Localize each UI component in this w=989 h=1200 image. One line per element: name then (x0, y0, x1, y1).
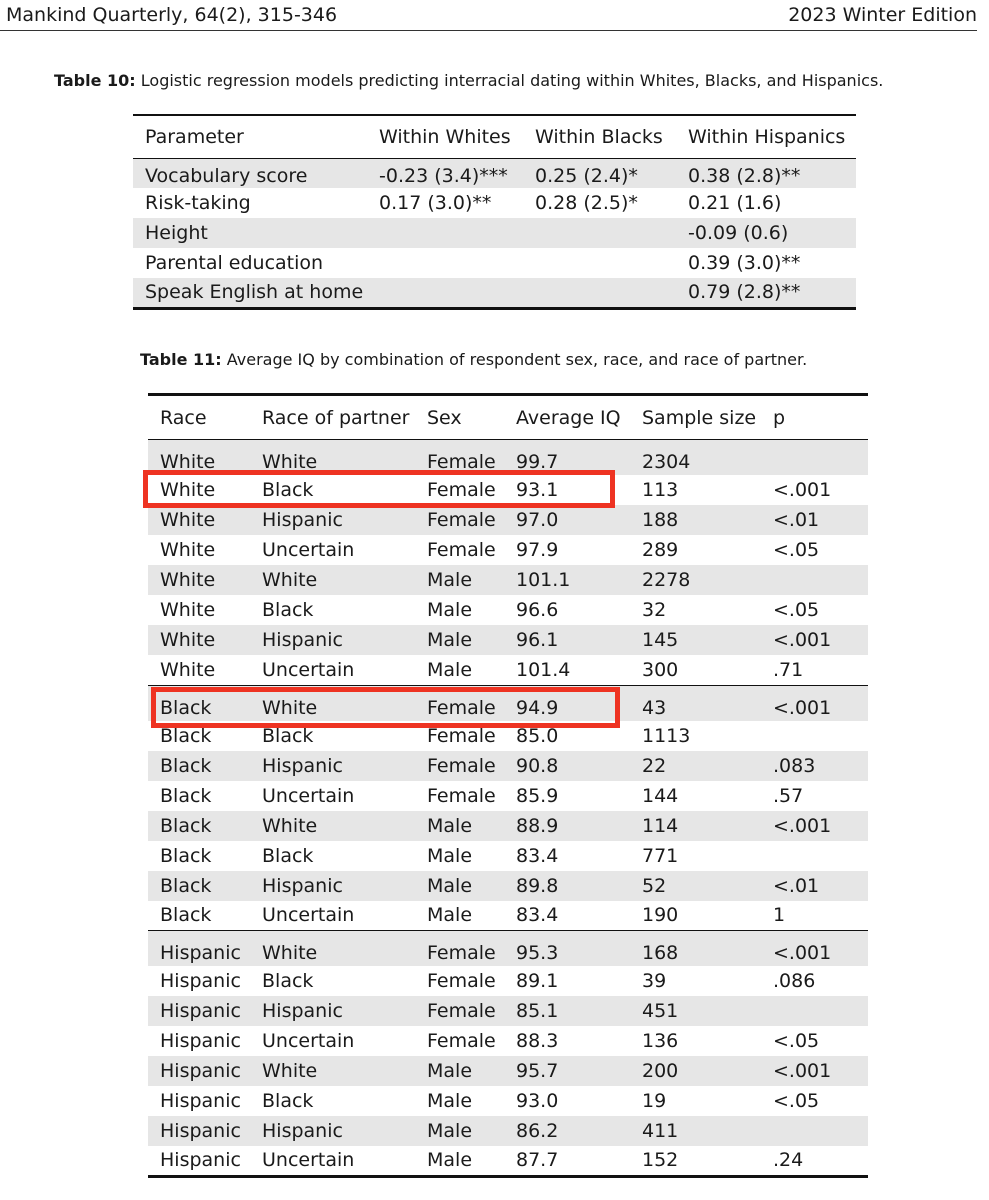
table-row (148, 565, 868, 595)
table11-group (148, 931, 868, 1177)
table-row (148, 685, 868, 721)
table-cell: 190 (642, 904, 679, 927)
table-cell: 2278 (630, 565, 761, 595)
table-cell: Speak English at home (133, 278, 367, 308)
table-cell: Female (427, 784, 496, 807)
table-cell: <.001 (761, 931, 868, 967)
table-cell: 144 (642, 784, 679, 807)
table-cell: White (160, 599, 216, 621)
table-cell: 451 (630, 996, 761, 1026)
table-cell: 94.9 (504, 685, 630, 721)
table-cell: 95.7 (504, 1056, 630, 1086)
table-cell: Hispanic (160, 970, 241, 992)
table-cell (761, 565, 868, 595)
table-cell: Black (148, 751, 250, 781)
column-header: Average IQ (504, 395, 630, 440)
table-row (148, 996, 868, 1026)
table-cell: Black (160, 724, 212, 747)
table-cell: Male (415, 1116, 504, 1146)
table-cell: <.001 (761, 1056, 868, 1086)
edition-label: 2023 Winter Edition (788, 4, 977, 26)
table-cell: -0.09 (0.6) (676, 218, 856, 248)
table-cell: Male (415, 1056, 504, 1086)
table-cell (761, 721, 868, 751)
table-row (148, 721, 868, 751)
table10-label: Table 10: (54, 71, 136, 90)
table-cell: White (148, 440, 250, 476)
table-cell: White (160, 479, 216, 501)
table-cell: 90.8 (504, 751, 630, 781)
table-cell: 22 (630, 751, 761, 781)
table-row (148, 901, 868, 931)
table-cell: 85.9 (516, 784, 559, 807)
table-cell: Height (133, 218, 367, 248)
table-cell: 289 (642, 539, 679, 561)
table-row (148, 475, 868, 505)
table-row (148, 625, 868, 655)
table-cell: <.05 (773, 539, 820, 561)
table11-caption (140, 350, 807, 370)
table-cell: Black (262, 479, 314, 501)
table-cell: <.001 (761, 685, 868, 721)
table-cell: 52 (630, 871, 761, 901)
table-cell: 168 (630, 931, 761, 967)
table-cell: 43 (630, 685, 761, 721)
table10-header-row (133, 115, 856, 158)
table-cell: <.001 (761, 625, 868, 655)
table-cell: 83.4 (516, 844, 559, 867)
table-cell: Female (427, 1030, 496, 1052)
table-row (148, 781, 868, 811)
table-cell: Uncertain (262, 1030, 355, 1052)
table-cell: 96.6 (516, 599, 559, 621)
table-cell (523, 218, 676, 248)
table10-body (133, 158, 856, 308)
table11-header-row (148, 395, 868, 440)
table-cell: Uncertain (262, 539, 355, 561)
table-cell: Black (262, 724, 314, 747)
table-cell (761, 440, 868, 476)
table11-label: Table 11: (140, 350, 222, 369)
table-cell: Black (262, 1090, 314, 1112)
table-cell: Hispanic (160, 1090, 241, 1112)
table-cell: Male (415, 565, 504, 595)
table-cell: Risk-taking (145, 192, 251, 214)
table-cell: Hispanic (160, 1149, 241, 1172)
table-cell: 85.1 (504, 996, 630, 1026)
table-cell: 1113 (642, 724, 691, 747)
table-row (133, 278, 856, 308)
table-cell: Female (415, 996, 504, 1026)
table-cell: 0.38 (2.8)** (676, 158, 856, 188)
table-cell: Black (148, 871, 250, 901)
table-cell: Hispanic (250, 1116, 415, 1146)
table-cell: 188 (630, 505, 761, 535)
table-cell: 83.4 (516, 904, 559, 927)
table-cell: Female (427, 970, 496, 992)
table-cell: Female (415, 685, 504, 721)
table-cell (367, 218, 523, 248)
table-row (148, 931, 868, 967)
table-cell: 87.7 (516, 1149, 559, 1172)
table-cell: White (148, 505, 250, 535)
table-row (148, 751, 868, 781)
table-cell: 101.4 (516, 658, 571, 681)
table-cell: 86.2 (504, 1116, 630, 1146)
table-row (148, 1146, 868, 1176)
table-cell: Hispanic (250, 505, 415, 535)
table-row (148, 966, 868, 996)
table-cell: Male (427, 1149, 473, 1172)
table-cell: 39 (642, 970, 667, 992)
column-header: Race of partner (250, 395, 415, 440)
table-cell: Female (415, 440, 504, 476)
table-cell: 300 (642, 658, 679, 681)
table-cell: 0.39 (3.0)** (688, 252, 801, 274)
table10-caption (54, 71, 883, 91)
table-cell: Female (415, 931, 504, 967)
table-row (148, 440, 868, 476)
table-cell: .083 (761, 751, 868, 781)
table-cell: Black (160, 844, 212, 867)
table-row (133, 218, 856, 248)
table-cell: 99.7 (504, 440, 630, 476)
table-cell: White (250, 685, 415, 721)
table-cell: Black (262, 599, 314, 621)
table-cell: 93.1 (516, 479, 559, 501)
table-row (148, 811, 868, 841)
table-cell: Black (160, 904, 212, 927)
table11-caption-text: Average IQ by combination of respondent sex, race, and race of partner. (226, 350, 808, 369)
table-cell (367, 278, 523, 308)
table-cell: 88.9 (504, 811, 630, 841)
table-cell: 1 (773, 904, 786, 927)
table-cell: 0.17 (3.0)** (379, 192, 492, 214)
table-cell: Vocabulary score (133, 158, 367, 188)
table-cell: Black (148, 685, 250, 721)
table-cell: 113 (642, 479, 679, 501)
table-cell: Male (427, 904, 473, 927)
table-cell (761, 841, 868, 871)
table-cell: Uncertain (262, 904, 355, 927)
column-header: Sex (415, 395, 504, 440)
table-cell: 85.0 (516, 724, 559, 747)
table-cell (367, 248, 523, 278)
table-row (133, 188, 856, 218)
table-cell: 136 (642, 1030, 679, 1052)
table-cell: 89.1 (516, 970, 559, 992)
table-cell: 114 (630, 811, 761, 841)
table-cell: White (148, 565, 250, 595)
table-cell: <.001 (773, 479, 832, 501)
table-row (133, 248, 856, 278)
table-cell: Male (427, 599, 473, 621)
journal-citation: Mankind Quarterly, 64(2), 315-346 (6, 4, 338, 26)
table-cell: 0.21 (1.6) (688, 192, 782, 214)
table-cell: <.05 (773, 1090, 820, 1112)
table-cell: 97.9 (516, 539, 559, 561)
table-cell: <.01 (761, 505, 868, 535)
table-cell: 93.0 (516, 1090, 559, 1112)
table-row (148, 655, 868, 685)
table-cell: 101.1 (504, 565, 630, 595)
table-cell: 0.79 (2.8)** (676, 278, 856, 308)
table-cell: 145 (630, 625, 761, 655)
table11-group (148, 440, 868, 686)
table-cell: 96.1 (504, 625, 630, 655)
table-cell: Hispanic (250, 996, 415, 1026)
page-header (0, 0, 977, 31)
table-cell: 88.3 (516, 1030, 559, 1052)
table-cell: Hispanic (148, 996, 250, 1026)
table-cell: Uncertain (262, 658, 355, 681)
table-cell: Male (427, 844, 473, 867)
table-row (148, 1086, 868, 1116)
table-cell: Female (415, 751, 504, 781)
column-header: p (761, 395, 868, 440)
table-cell: Male (427, 1090, 473, 1112)
table-10 (133, 114, 856, 310)
table-cell: .24 (773, 1149, 804, 1172)
table-cell: Male (415, 625, 504, 655)
table-cell: White (250, 440, 415, 476)
table-cell: Uncertain (262, 1149, 355, 1172)
table-cell: 97.0 (504, 505, 630, 535)
table-cell: 2304 (630, 440, 761, 476)
table-cell: Black (160, 784, 212, 807)
table-cell: .086 (773, 970, 816, 992)
table-cell: Parental education (145, 252, 324, 274)
column-header: Parameter (133, 115, 367, 158)
table-cell: White (160, 658, 216, 681)
table-cell: Male (415, 871, 504, 901)
table-row (148, 841, 868, 871)
table-cell: 32 (642, 599, 667, 621)
table-cell: Black (262, 844, 314, 867)
table-cell: Hispanic (148, 1056, 250, 1086)
table-cell: Black (148, 811, 250, 841)
table-cell: .57 (773, 784, 804, 807)
table-cell: Male (427, 658, 473, 681)
column-header: Within Hispanics (676, 115, 856, 158)
table-cell: Female (415, 505, 504, 535)
table-row (148, 871, 868, 901)
table-cell: 771 (642, 844, 679, 867)
table-row (148, 1026, 868, 1056)
table-cell: Uncertain (262, 784, 355, 807)
table-cell: Hispanic (250, 871, 415, 901)
table-cell (523, 278, 676, 308)
table-cell: <.01 (761, 871, 868, 901)
table-cell (761, 996, 868, 1026)
table-cell: 411 (630, 1116, 761, 1146)
table-cell: Female (427, 724, 496, 747)
table-cell: Hispanic (250, 625, 415, 655)
table-cell (523, 248, 676, 278)
table-cell: Black (262, 970, 314, 992)
table-row (148, 595, 868, 625)
table-cell: -0.23 (3.4)*** (367, 158, 523, 188)
table-cell: 200 (630, 1056, 761, 1086)
table-row (148, 505, 868, 535)
table-cell: <.05 (773, 599, 820, 621)
table-cell: Female (427, 539, 496, 561)
column-header: Within Whites (367, 115, 523, 158)
table-cell: <.05 (773, 1030, 820, 1052)
table-cell: White (148, 625, 250, 655)
table-cell: Female (427, 479, 496, 501)
table-cell: Hispanic (148, 1116, 250, 1146)
table-cell: White (160, 539, 216, 561)
table-cell: 0.28 (2.5)* (535, 192, 638, 214)
table-cell: 95.3 (504, 931, 630, 967)
column-header: Race (148, 395, 250, 440)
table-cell: White (250, 811, 415, 841)
table-cell: 89.8 (504, 871, 630, 901)
table-cell: 19 (642, 1090, 667, 1112)
table-cell: 152 (642, 1149, 679, 1172)
table-cell: 0.25 (2.4)* (523, 158, 676, 188)
table-row (148, 1116, 868, 1146)
table10-caption-text: Logistic regression models predicting interracial dating within Whites, Blacks, and Hispanics. (140, 71, 884, 90)
table-row (148, 535, 868, 565)
table-cell: White (250, 1056, 415, 1086)
table-row (133, 158, 856, 188)
table-cell (761, 1116, 868, 1146)
table-cell: <.001 (761, 811, 868, 841)
table-11 (148, 393, 868, 1178)
table-cell: Hispanic (250, 751, 415, 781)
table11-group (148, 685, 868, 931)
table-cell: Hispanic (148, 931, 250, 967)
column-header: Within Blacks (523, 115, 676, 158)
table-row (148, 1056, 868, 1086)
table-cell: White (250, 565, 415, 595)
table-cell: .71 (773, 658, 804, 681)
table-cell: Male (415, 811, 504, 841)
column-header: Sample size (630, 395, 761, 440)
table-cell: Hispanic (160, 1030, 241, 1052)
table-cell: White (250, 931, 415, 967)
